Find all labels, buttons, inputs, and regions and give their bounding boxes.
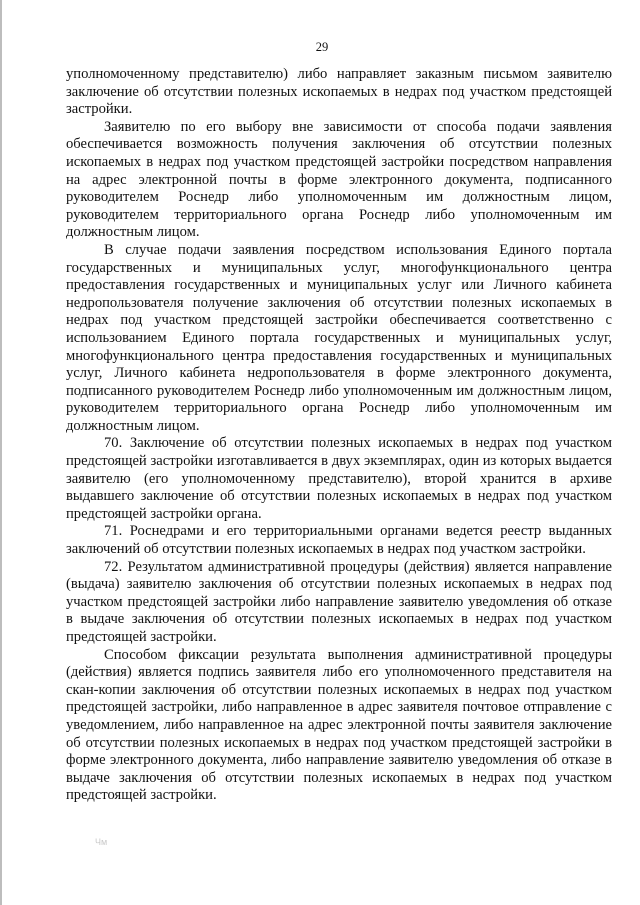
paragraph-item-70: 70. Заключение об отсутствии полезных ископаемых в недрах под участком предстоящей застройки изготавливается в двух экземплярах, один из которых выдается заявителю (его уполномоченному представителю), второй хранится в архиве выдавшего заключение об отсутствии полезных ископаемых в недрах под участком предстоящей застройки органа. [66, 435, 612, 522]
paragraph-portal-delivery: В случае подачи заявления посредством использования Единого портала государственных и муниципальных услуг, многофункционального центра предоставления государственных и муниципальных услуг или Личного кабинета недропользователя получение заключения об отсутствии полезных ископаемых в недрах под участком предстоящей застройки обеспечивается соответственно с использованием Единого портала государственных и муниципальных услуг, многофункционального центра предоставления государственных и муниципальных услуг, Личного кабинета недропользователя в форме электронного документа, подписанного руководителем Роснедр либо уполномоченным им должностным лицом, руководителем территориального органа Роснедр либо уполномоченным им должностным лицом. [66, 241, 612, 434]
paragraph-continuation: уполномоченному представителю) либо направляет заказным письмом заявителю заключение об отсутствии полезных ископаемых в недрах под участком предстоящей застройки. [66, 66, 612, 118]
paragraph-email-delivery: Заявителю по его выбору вне зависимости от способа подачи заявления обеспечивается возможность получения заключения об отсутствии полезных ископаемых в недрах под участком предстоящей застройки посредством направления на адрес электронной почты в форме электронного документа, подписанного руководителем Роснедр либо уполномоченным им должностным лицом, руководителем территориального органа Роснедр либо уполномоченным им должностным лицом. [66, 118, 612, 241]
paragraph-fixation-method: Способом фиксации результата выполнения административной процедуры (действия) является подпись заявителя либо его уполномоченного представителя на скан-копии заключения об отсутствии полезных ископаемых в недрах под участком предстоящей застройки, либо направленное в адрес заявителя почтовое отправление с уведомлением, либо направленное на адрес электронной почты заявителя заключение об отсутствии полезных ископаемых в недрах под участком предстоящей застройки в форме электронного документа, либо направление заявителю уведомления об отказе в выдаче заключения об отсутствии полезных ископаемых в недрах под участком предстоящей застройки. [66, 646, 612, 804]
paragraph-item-71: 71. Роснедрами и его территориальными органами ведется реестр выданных заключений об отсутствии полезных ископаемых в недрах под участком застройки. [66, 523, 612, 558]
page-body [66, 66, 612, 805]
faint-scan-mark: Чм [95, 837, 108, 847]
page-number: 29 [315, 40, 329, 54]
paragraph-item-72: 72. Результатом административной процедуры (действия) является направление (выдача) заявителю заключения об отсутствии полезных ископаемых в недрах под участком предстоящей застройки либо направление заявителю уведомления об отказе в выдаче заключения об отсутствии полезных ископаемых в недрах под участком предстоящей застройки. [66, 558, 612, 645]
